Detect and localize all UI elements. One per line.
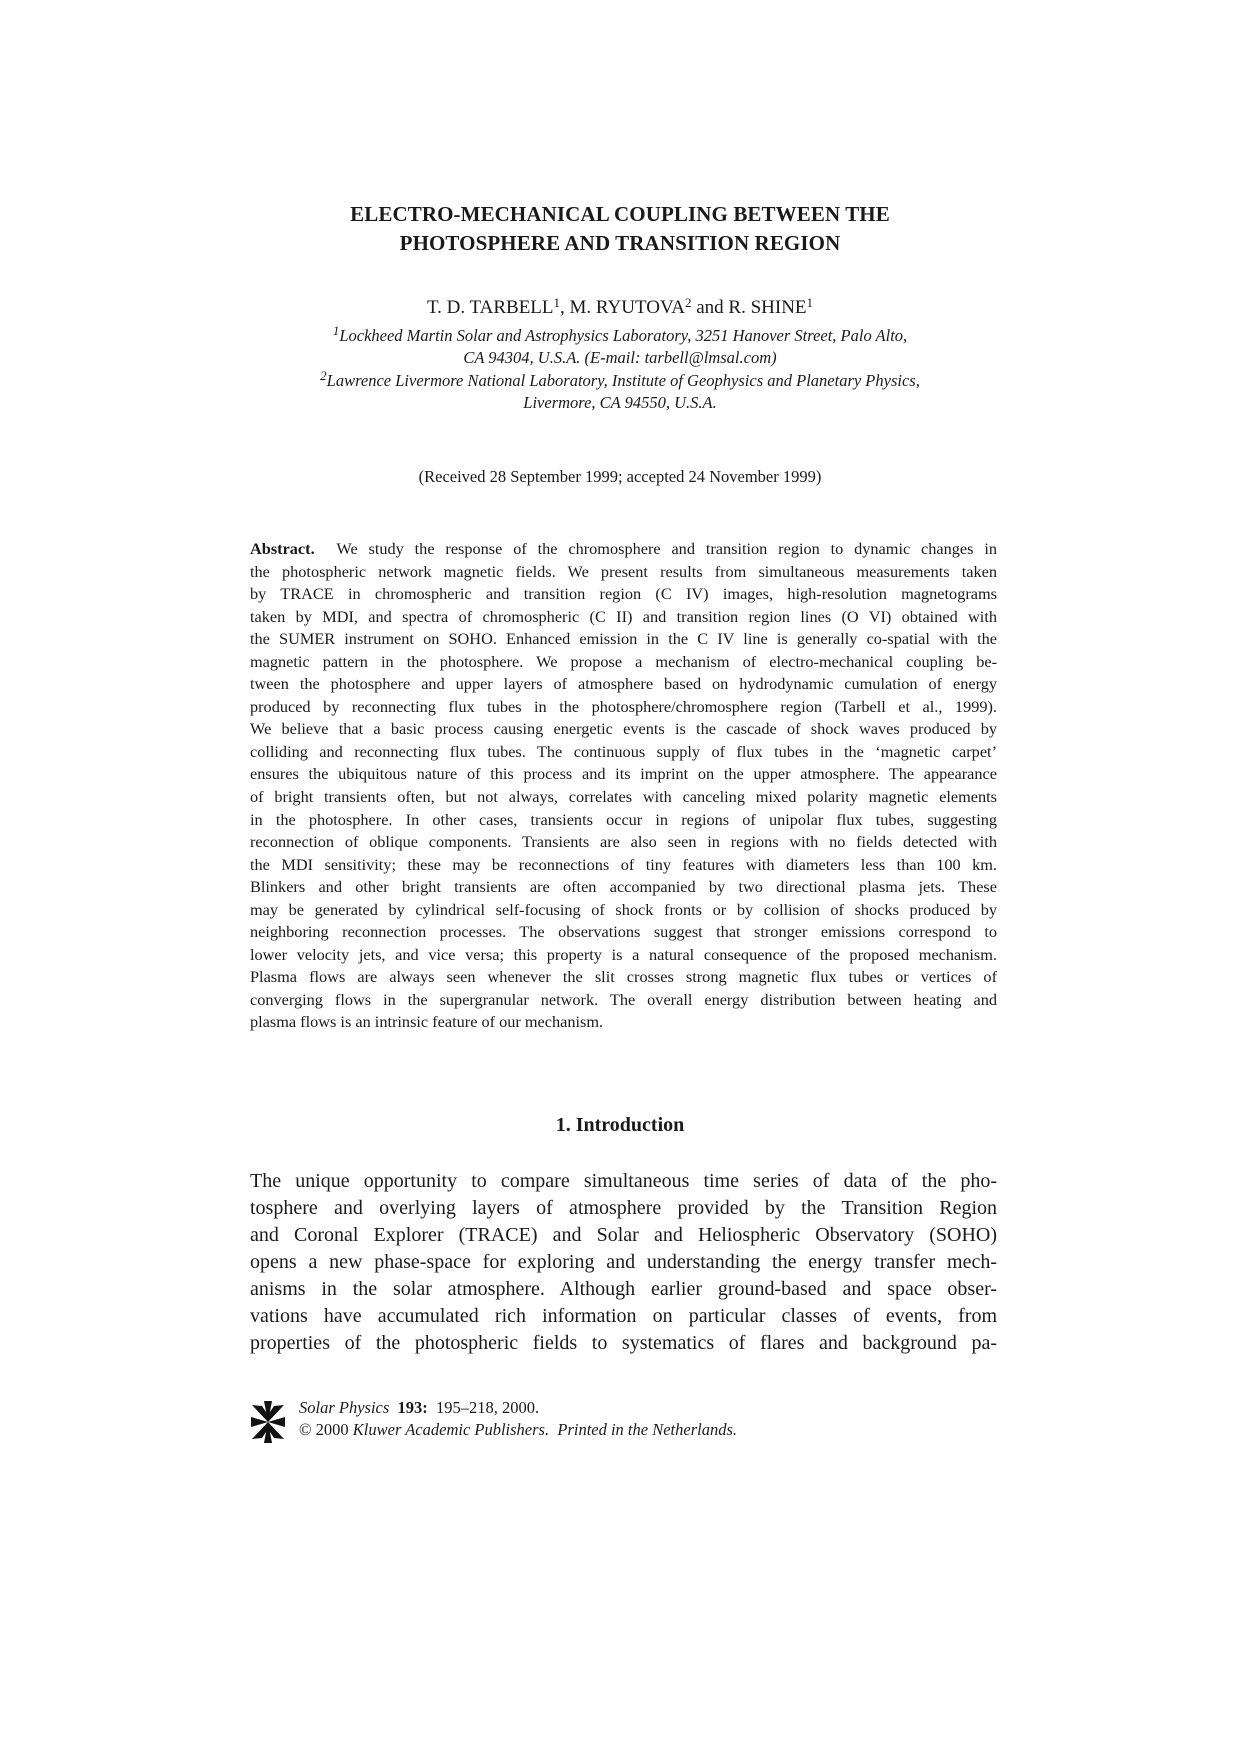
author-shine-affil: 1 [806,295,814,310]
received-dates: (Received 28 September 1999; accepted 24 November 1999) [418,467,822,486]
body-line: The unique opportunity to compare simultaneous time series of data of the pho- [250,1170,997,1192]
affiliation-2-line-1: Lawrence Livermore National Laboratory, Institute of Geophysics and Planetary Physics, [326,371,920,390]
abstract-line: ensures the ubiquitous nature of this process and its imprint on the upper atmosphere. The appearance [250,764,997,784]
affiliation-1-marker: 1 [332,323,340,338]
body-line: and Coronal Explorer (TRACE) and Solar and Heliospheric Observatory (SOHO) [250,1224,997,1246]
journal-name: Solar Physics [299,1398,390,1417]
affiliation-1 [250,325,990,369]
body-line: tosphere and overlying layers of atmosphere provided by the Transition Region [250,1197,997,1219]
abstract-line: in the photosphere. In other cases, transients occur in regions of unipolar flux tubes, suggesting [250,809,997,829]
abstract-line-text: We study the response of the chromosphere and transition region to dynamic changes in [336,539,998,558]
abstract-line: of bright transients often, but not always, correlates with canceling mixed polarity magnetic elements [250,787,997,807]
abstract-line: taken by MDI, and spectra of chromospheric (C II) and transition region lines (O VI) obtained with [250,606,997,626]
abstract-line: Plasma flows are always seen whenever the slit crosses strong magnetic flux tubes or vertices of [250,967,997,987]
abstract-line: lower velocity jets, and vice versa; this property is a natural consequence of the proposed mechanism. [250,944,997,964]
abstract-line: produced by reconnecting flux tubes in the photosphere/chromosphere region (Tarbell et al., 1999). [250,696,997,716]
abstract-line: magnetic pattern in the photosphere. We propose a mechanism of electro-mechanical coupling be- [250,651,997,671]
title-line-2: PHOTOSPHERE AND TRANSITION REGION [399,231,841,255]
abstract-line: tween the photosphere and upper layers of atmosphere based on hydrodynamic cumulation of energy [250,674,997,694]
author-ryutova: , M. RYUTOVA [560,297,685,318]
author-tarbell-affil: 1 [553,295,561,310]
abstract-line: converging flows in the supergranular network. The overall energy distribution between heating and [250,989,997,1009]
abstract-line: colliding and reconnecting flux tubes. The continuous supply of flux tubes in the ‘magnetic carpet’ [250,741,997,761]
publisher-name: Kluwer Academic Publishers. [352,1420,550,1439]
author-ryutova-affil: 2 [684,295,692,310]
body-line: vations have accumulated rich information on particular classes of events, from [250,1305,997,1327]
abstract-line: plasma flows is an intrinsic feature of our mechanism. [250,1012,604,1032]
abstract-label: Abstract. [250,539,315,558]
title-line-1: ELECTRO-MECHANICAL COUPLING BETWEEN THE [350,202,890,226]
abstract-line: We believe that a basic process causing energetic events is the cascade of shock waves produced by [250,719,997,739]
abstract-line: the SUMER instrument on SOHO. Enhanced emission in the C IV line is generally co-spatial with the [250,629,997,649]
abstract-line: reconnection of oblique components. Transients are also seen in regions with no fields detected with [250,832,997,852]
abstract-line: the MDI sensitivity; these may be reconnections of tiny features with diameters less than 100 km. [250,854,997,874]
affiliation-1-line-1: Lockheed Martin Solar and Astrophysics Laboratory, 3251 Hanover Street, Palo Alto, [339,326,908,345]
journal-volume: 193: [397,1398,428,1417]
section-heading-introduction: 1. Introduction [555,1114,685,1136]
abstract-line: neighboring reconnection processes. The observations suggest that stronger emissions correspond to [250,922,997,942]
copyright-line [299,1419,737,1441]
author-list [250,296,990,320]
abstract-line: by TRACE in chromospheric and transition region (C IV) images, high-resolution magnetograms [250,584,997,604]
abstract-line [250,538,997,561]
paper-title [250,200,990,258]
affiliation-1-line-2: CA 94304, U.S.A. (E-mail: tarbell@lmsal.com) [463,348,777,367]
journal-pages: 195–218, 2000. [436,1398,540,1417]
abstract-line: Blinkers and other bright transients are often accompanied by two directional plasma jets. These [250,877,997,897]
body-line: anisms in the solar atmosphere. Although earlier ground-based and space obser- [250,1278,997,1300]
author-tarbell: T. D. TARBELL [426,297,554,318]
abstract-line: the photospheric network magnetic fields. We present results from simultaneous measurements taken [250,561,997,581]
kluwer-logo-icon [250,1401,286,1443]
footer-text [299,1397,737,1441]
abstract-line: may be generated by cylindrical self-focusing of shock fronts or by collision of shocks produced by [250,899,997,919]
affiliation-2-line-2: Livermore, CA 94550, U.S.A. [523,393,717,412]
affiliation-2 [250,370,990,414]
author-shine: and R. SHINE [691,297,807,318]
copyright-year: 2000 [315,1420,349,1439]
copyright-symbol: © [299,1420,312,1439]
introduction-text [250,1168,997,1357]
body-line: properties of the photospheric fields to systematics of flares and background pa- [250,1332,997,1354]
affiliation-2-marker: 2 [320,368,327,383]
printed-note: Printed in the Netherlands. [557,1420,738,1439]
body-line: opens a new phase-space for exploring and understanding the energy transfer mech- [250,1251,997,1273]
journal-footer [250,1397,950,1447]
citation-line [299,1397,737,1419]
abstract [250,538,997,1034]
